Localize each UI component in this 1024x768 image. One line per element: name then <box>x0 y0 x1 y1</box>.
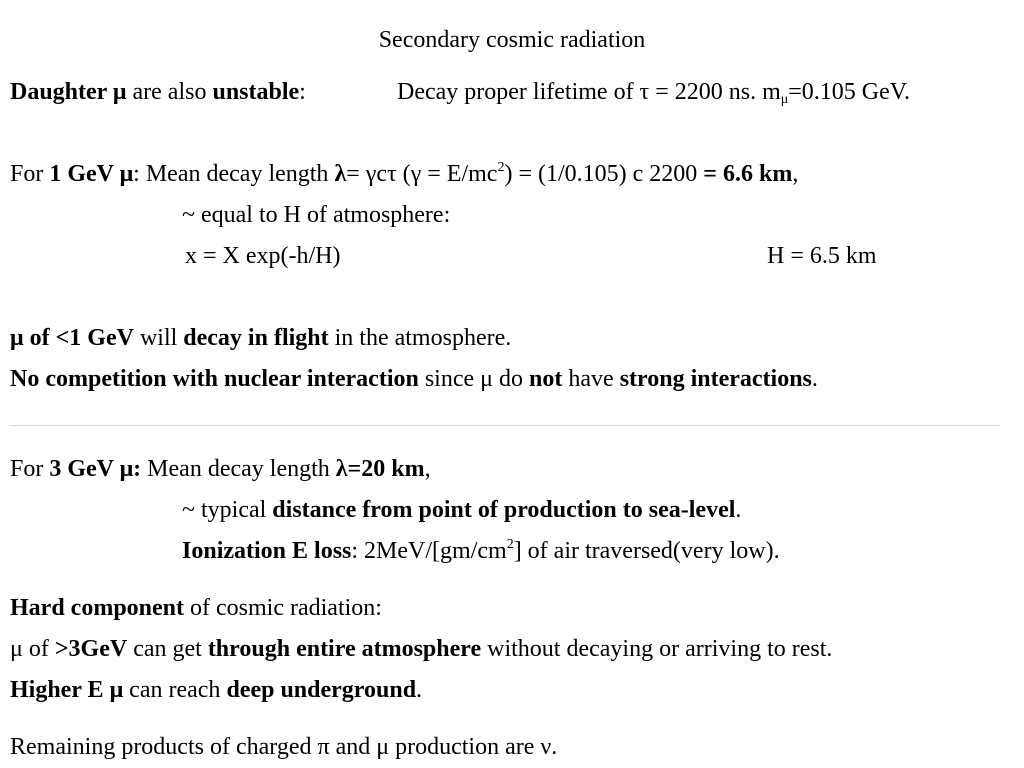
not-term: not <box>529 366 563 392</box>
text-segment: without decaying or arriving to rest. <box>481 636 833 662</box>
text-segment: ) = (1/0.105) c 2200 <box>504 161 704 187</box>
higher-e-line <box>10 678 422 702</box>
text-segment: Mean decay length <box>141 456 336 482</box>
text-segment: . <box>811 366 818 392</box>
text-segment: For <box>10 161 50 187</box>
through-atmosphere-line <box>10 637 832 661</box>
text-segment: : 2MeV/[gm/cm <box>351 538 507 564</box>
superscript: 2 <box>497 160 505 175</box>
text-segment: will <box>133 325 184 351</box>
no-competition-line <box>10 367 818 391</box>
superscript: 2 <box>506 537 514 552</box>
lambda-symbol: λ <box>334 161 347 187</box>
three-gev-line <box>10 457 431 481</box>
text-segment: . <box>735 497 742 523</box>
divider <box>10 425 1000 426</box>
text-segment: have <box>562 366 620 392</box>
deep-underground-term: deep underground <box>226 677 417 703</box>
decay-lifetime-line <box>397 79 911 107</box>
decay-in-flight-line <box>10 326 511 350</box>
text-segment: : Mean decay length <box>133 161 335 187</box>
decay-length-result: = 6.6 km <box>703 161 793 187</box>
daughter-mu-term: Daughter μ <box>10 79 127 105</box>
distance-term: distance from point of production to sea-level <box>272 497 736 523</box>
text-segment: in the atmosphere. <box>328 325 512 351</box>
mu-lt-1gev-term: μ of <1 GeV <box>10 325 134 351</box>
text-segment: For <box>10 456 50 482</box>
energy-term: 3 GeV μ: <box>49 456 142 482</box>
energy-term: 1 GeV μ <box>49 161 134 187</box>
page-title: Secondary cosmic radiation <box>378 27 646 53</box>
text-segment: can reach <box>123 677 227 703</box>
remaining-products-line: Remaining products of charged π and μ production are ν. <box>10 734 558 760</box>
text-segment: =0.105 GeV. <box>788 79 911 105</box>
gt3gev-term: >3GeV <box>54 636 128 662</box>
text-segment: Decay proper lifetime of τ = 2200 ns. m <box>397 79 781 105</box>
h-value: H = 6.5 km <box>767 243 877 269</box>
x-formula: x = X exp(-h/H) <box>185 243 341 269</box>
text-segment: since μ do <box>418 366 530 392</box>
text-segment: can get <box>127 636 208 662</box>
ionization-line <box>182 539 780 563</box>
strong-interactions-term: strong interactions <box>619 366 812 392</box>
lambda-value-term: λ=20 km <box>335 456 425 482</box>
unstable-term: unstable <box>212 79 300 105</box>
higher-e-term: Higher E μ <box>10 677 124 703</box>
no-competition-term: No competition with nuclear interaction <box>10 366 419 392</box>
text-segment: ] of air traversed(very low). <box>513 538 780 564</box>
text-segment: . <box>416 677 423 703</box>
one-gev-line <box>10 162 798 186</box>
text-segment: , <box>792 161 799 187</box>
mu-subscript: μ <box>780 92 789 107</box>
through-term: through entire atmosphere <box>207 636 482 662</box>
text-segment: of cosmic radiation: <box>184 595 382 621</box>
hard-component-term: Hard component <box>10 595 184 621</box>
text-segment: μ of <box>10 636 55 662</box>
ionization-term: Ionization E loss <box>182 538 352 564</box>
typical-distance-line <box>182 498 741 522</box>
text-segment: ~ typical <box>182 497 273 523</box>
daughter-muon-line <box>10 80 306 104</box>
text-segment: , <box>424 456 431 482</box>
decay-in-flight-term: decay in flight <box>183 325 329 351</box>
text-segment: : <box>299 79 306 105</box>
text-segment: = γcτ (γ = E/mc <box>346 161 498 187</box>
equal-h-line: ~ equal to H of atmosphere: <box>182 202 451 228</box>
hard-component-line <box>10 596 382 620</box>
text-segment: are also <box>126 79 213 105</box>
